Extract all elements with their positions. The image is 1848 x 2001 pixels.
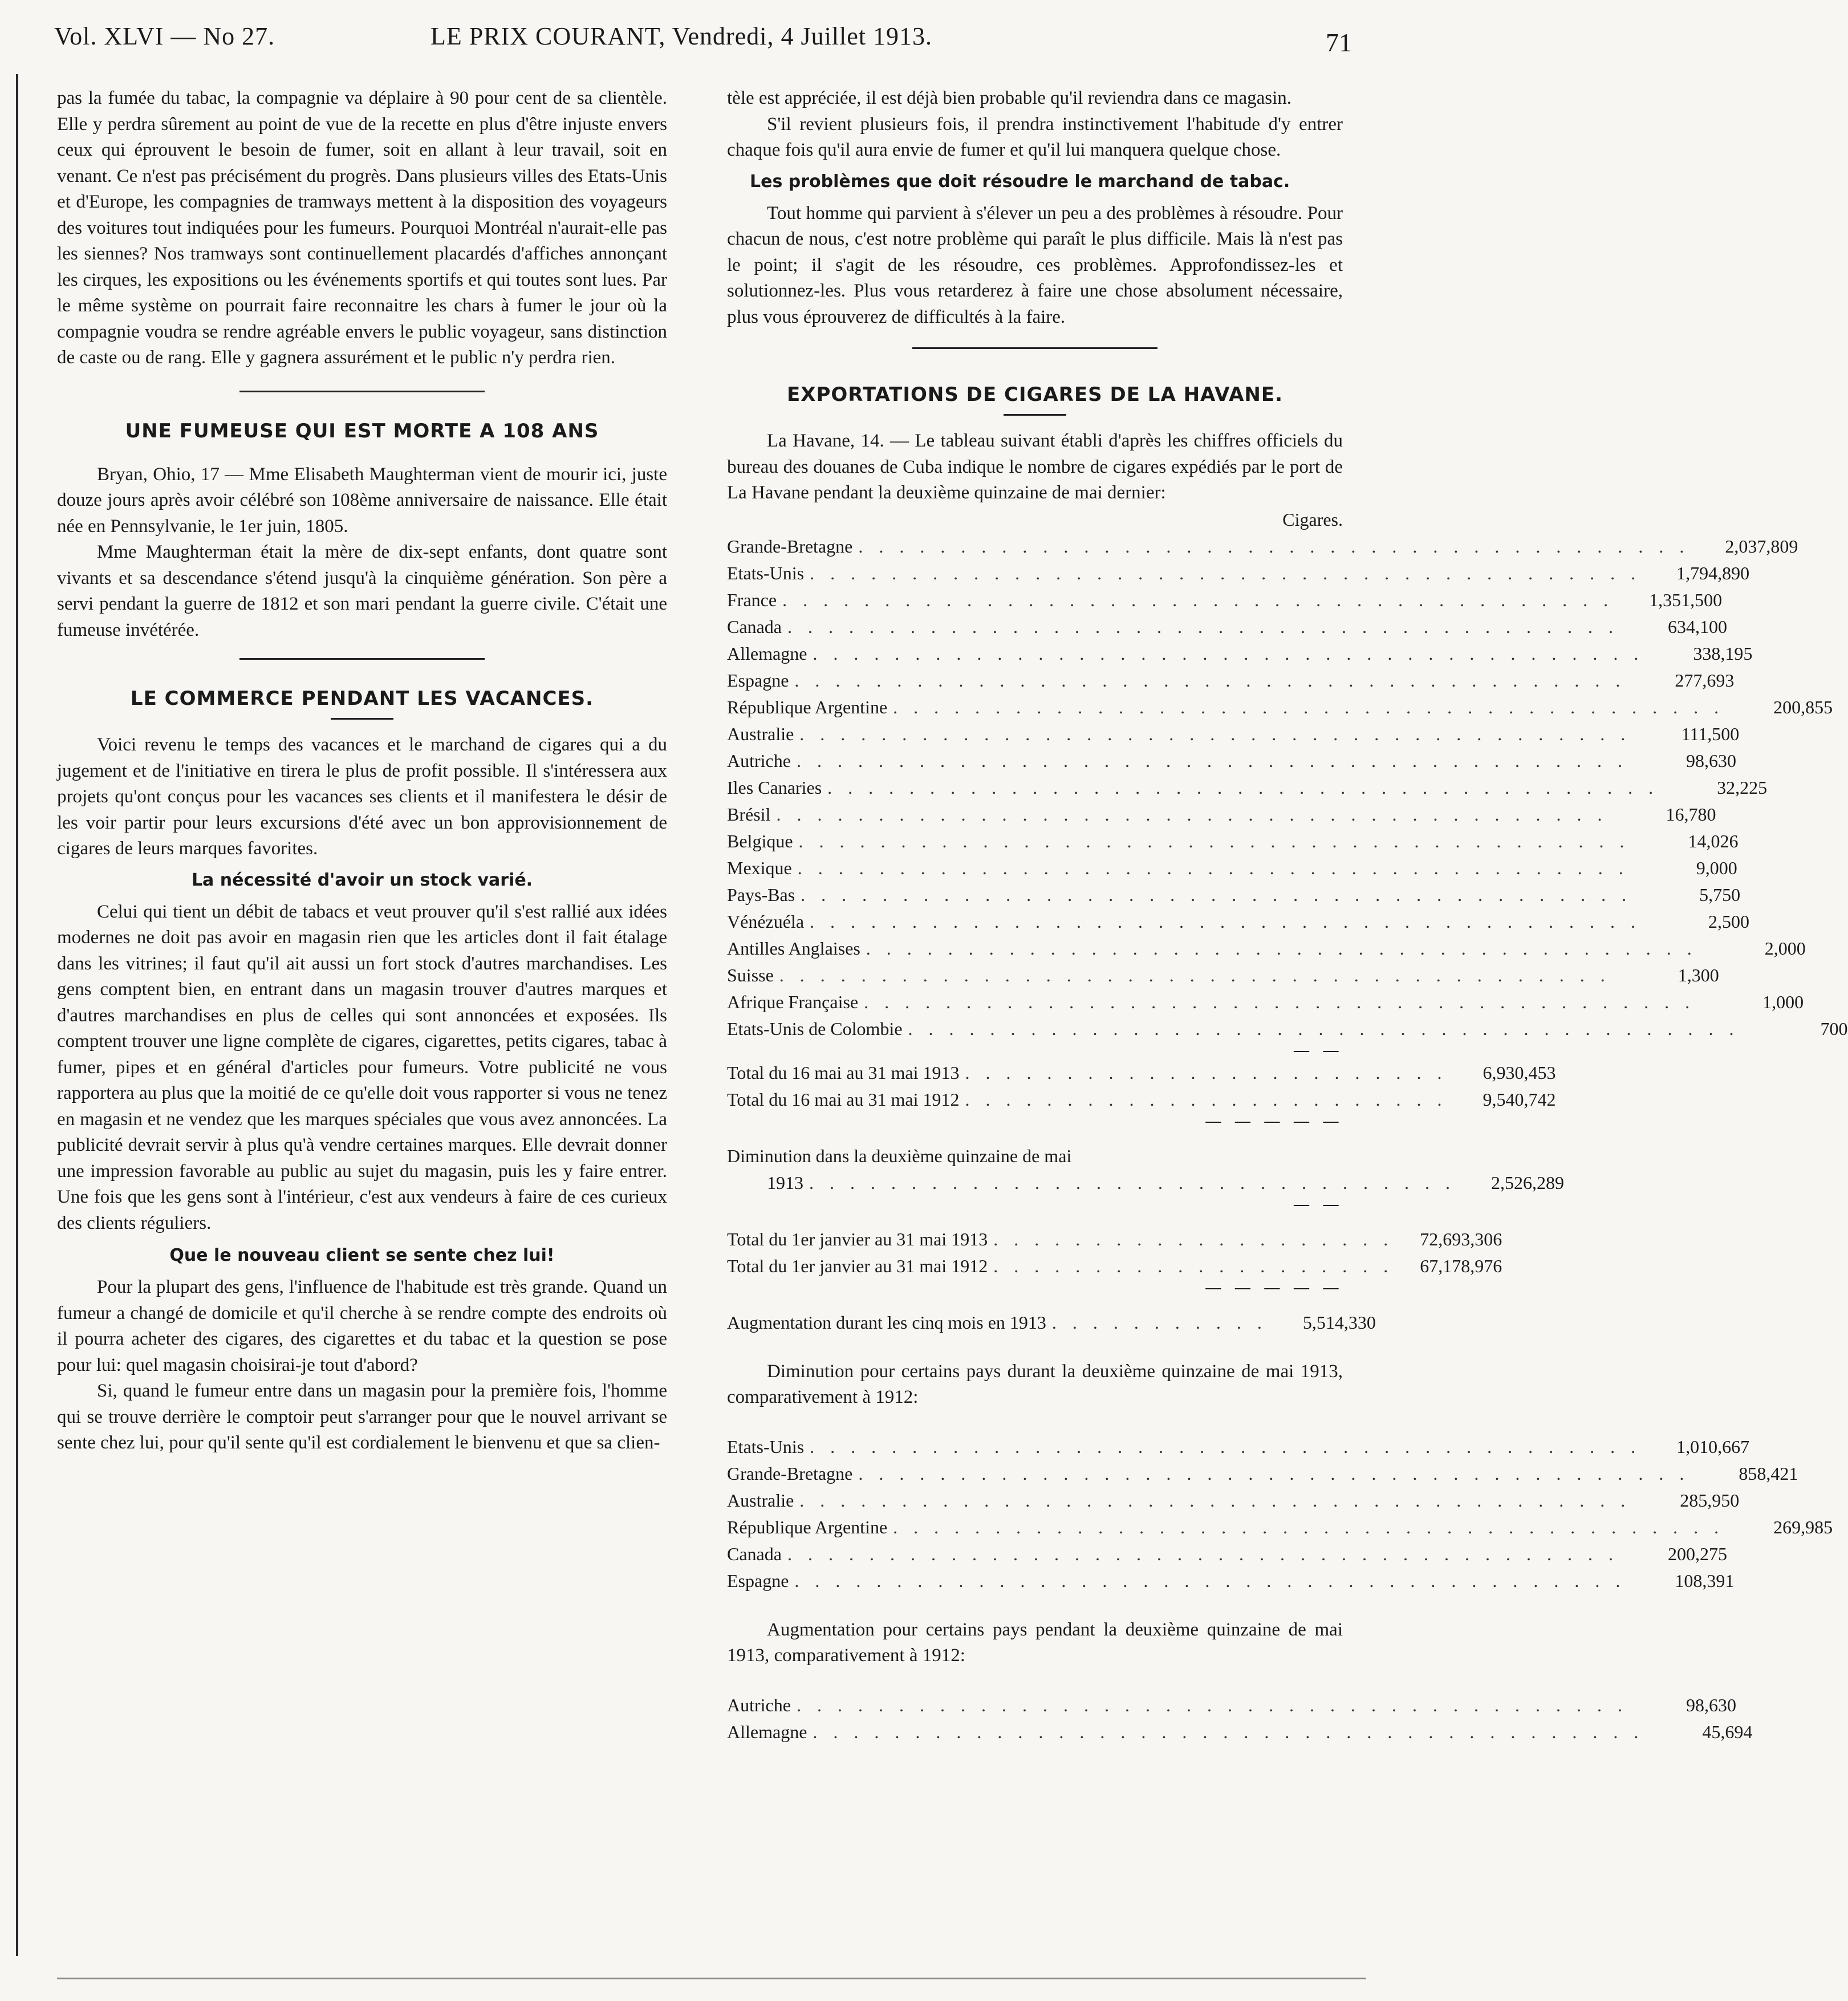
table-separator: — — — — —: [1204, 1277, 1343, 1298]
page-header: [54, 22, 1352, 62]
table-row: Vénézuéla . . . . . . . . . . . . . . . . . . . . . . . . . . . . . . . . . . . . . . . . . 2,500: [727, 908, 1343, 935]
augmentation-row: Augmentation durant les cinq mois en 1913 . . . . . . . . . . . 5,514,330: [727, 1309, 1343, 1336]
country-name: Autriche: [727, 1694, 791, 1715]
augmentation-intro: Augmentation pour certains pays pendant la deuxième quinzaine de mai 1913, comparativement à 1912:: [727, 1619, 1343, 1666]
country-name: Allemagne: [727, 1721, 807, 1742]
row-value: 67,178,976: [1420, 1255, 1502, 1276]
diminution-row: 1913 . . . . . . . . . . . . . . . . . . . . . . . . . . . . . . . . 2,526,289: [727, 1170, 1343, 1196]
country-name: Suisse: [727, 964, 774, 985]
fumeuse-paragraph-1: Bryan, Ohio, 17 — Mme Elisabeth Maughterman vient de mourir ici, juste douze jours après avoir célébré son 108ème anniversaire de naissance. Elle était née en Pennsylvanie, le 1er juin, 1805.: [57, 464, 667, 537]
page-number: 71: [1326, 28, 1352, 57]
country-value: 16,780: [1666, 803, 1716, 825]
total-jan-1913-row: Total du 1er janvier au 31 mai 1913 . . . . . . . . . . . . . . . . . . . . 72,693,306: [727, 1226, 1343, 1253]
right-column: [727, 86, 1848, 1746]
augmentation-by-country-table: [727, 1692, 1753, 1746]
problemes-paragraph: Tout homme qui parvient à s'élever un peu a des problèmes à résoudre. Pour chacun de nous, c'est notre problème qui paraît le plus difficile. Mais là n'est pas le point; il s'agit de les résoudre, ces problèmes. Approfondissez-les et solutionnez-les. Plus vous retarderez à faire une chose absolument nécessaire, plus vous éprouverez de difficultés à la faire.: [727, 202, 1343, 327]
bottom-rule: [57, 1978, 1366, 1979]
intro-paragraph: pas la fumée du tabac, la compagnie va déplaire à 90 pour cent de sa clientèle. Elle y perdra sûrement au point de vue de la recette en plus d'être injuste envers ceux qui éprouvent le besoin de fumer, soit en allant à leur travail, soit en venant. Ce n'est pas précisément du progrès. Dans plusieurs villes des Etats-Unis et d'Europe, les compagnies de tramways mettent à la disposition des voyageurs des voitures tout indiquées pour les fumeurs. Pourquoi Montréal n'aurait-elle pas les siennes? Nos tramways sont continuellement placardés d'affiches annonçant les cirques, les expositions ou les événements sportifs et qui toutes sont lues. Par le même système on pourrait faire reconnaitre les chars à fumer le jour où la compagnie voudra se rendre agréable envers le public voyageur, sans distinction de caste ou de rang. Elle y gagnera assurément et le public n'y perdra rien.: [57, 88, 667, 368]
country-name: France: [727, 589, 777, 610]
table-row: Iles Canaries . . . . . . . . . . . . . . . . . . . . . . . . . . . . . . . . . . . . . . . . . 32,225: [727, 774, 1343, 801]
row-value: 9,540,742: [1483, 1089, 1556, 1110]
country-name: Australie: [727, 723, 794, 744]
row-label: Total du 1er janvier au 31 mai 1912: [727, 1255, 988, 1276]
diminution-by-country-table: [727, 1434, 1833, 1594]
country-name: Canada: [727, 1543, 782, 1564]
country-value: 98,630: [1685, 750, 1736, 771]
country-value: 285,950: [1680, 1489, 1740, 1511]
country-value: 700: [1820, 1018, 1848, 1039]
table-row: Afrique Française . . . . . . . . . . . . . . . . . . . . . . . . . . . . . . . . . . . . . . . . . 1,000: [727, 989, 1343, 1016]
country-name: Allemagne: [727, 643, 807, 664]
left-margin-rule: [16, 74, 18, 1956]
country-value: 2,500: [1708, 911, 1750, 932]
row-value: 5,514,330: [1302, 1312, 1376, 1333]
table-row: Brésil . . . . . . . . . . . . . . . . . . . . . . . . . . . . . . . . . . . . . . . . . 16,780: [727, 801, 1343, 828]
country-value: 9,000: [1696, 857, 1737, 878]
row-label-year: 1913: [767, 1172, 803, 1193]
country-value: 111,500: [1681, 723, 1740, 744]
country-value: 98,630: [1685, 1694, 1736, 1715]
table-row: République Argentine . . . . . . . . . . . . . . . . . . . . . . . . . . . . . . . . . . . . . . . . . 200,855: [727, 694, 1343, 721]
country-name: Autriche: [727, 750, 791, 771]
country-name: Espagne: [727, 1570, 789, 1591]
row-value: 6,930,453: [1483, 1062, 1556, 1083]
country-name: Afrique Française: [727, 991, 859, 1012]
diminution-intro: Diminution pour certains pays durant la deuxième quinzaine de mai 1913, comparativement à 1912:: [727, 1361, 1343, 1407]
table-row: France . . . . . . . . . . . . . . . . . . . . . . . . . . . . . . . . . . . . . . . . . 1,351,500: [727, 587, 1343, 614]
country-value: 2,000: [1764, 937, 1806, 959]
diminution-row-label: [727, 1143, 1343, 1170]
country-name: Canada: [727, 616, 782, 637]
row-label: Diminution dans la deuxième quinzaine de mai: [727, 1145, 1072, 1166]
table-row: Etats-Unis de Colombie . . . . . . . . . . . . . . . . . . . . . . . . . . . . . . . . . . . . . . . . . 700: [727, 1016, 1343, 1042]
commerce-paragraph-1: Voici revenu le temps des vacances et le marchand de cigares qui a du jugement et de l'initiative en tirera le plus de profit possible. Il s'intéressera aux projets qu'ont conçus pour les vacances ses clients et il manifestera le désir de les voir partir pour leurs excursions d'été avec un bon approvisionnement de cigares de leurs marques favorites.: [57, 734, 667, 859]
row-label: Total du 16 mai au 31 mai 1913: [727, 1062, 960, 1083]
country-name: Grande-Bretagne: [727, 1463, 853, 1484]
row-label: Augmentation durant les cinq mois en 1913: [727, 1312, 1046, 1333]
table-separator: — —: [1293, 1040, 1343, 1061]
country-value: 45,694: [1702, 1721, 1753, 1742]
continued-paragraph-2: S'il revient plusieurs fois, il prendra instinctivement l'habitude d'y entrer chaque fois qu'il aura envie de fumer et qu'il lui manquera quelque chose.: [727, 113, 1343, 160]
country-name: Iles Canaries: [727, 777, 822, 798]
country-name: Brésil: [727, 803, 771, 825]
country-value: 269,985: [1773, 1516, 1833, 1537]
table-row: Suisse . . . . . . . . . . . . . . . . . . . . . . . . . . . . . . . . . . . . . . . . . 1,300: [727, 962, 1343, 989]
client-paragraph-2: Si, quand le fumeur entre dans un magasin pour la première fois, l'homme qui se trouve derrière le comptoir peut s'arranger pour que le nouvel arrivant se sente chez lui, pour qu'il sente qu'il est cordialement le bienvenu et que sa clien-: [57, 1381, 667, 1453]
country-value: 108,391: [1675, 1570, 1735, 1591]
table-row: Canada . . . . . . . . . . . . . . . . . . . . . . . . . . . . . . . . . . . . . . . . . 200,275: [727, 1541, 1343, 1568]
row-label: Total du 1er janvier au 31 mai 1913: [727, 1228, 988, 1249]
table-row: Autriche . . . . . . . . . . . . . . . . . . . . . . . . . . . . . . . . . . . . . . . . . 98,630: [727, 1692, 1343, 1719]
left-column: [57, 86, 667, 1456]
exports-by-country-table: [727, 533, 1848, 1042]
table-row: Autriche . . . . . . . . . . . . . . . . . . . . . . . . . . . . . . . . . . . . . . . . . 98,630: [727, 748, 1343, 774]
volume-number: Vol. XLVI — No 27.: [54, 22, 275, 50]
country-value: 1,010,667: [1676, 1436, 1750, 1457]
country-name: Grande-Bretagne: [727, 535, 853, 557]
country-name: Antilles Anglaises: [727, 937, 860, 959]
table-row: Etats-Unis . . . . . . . . . . . . . . . . . . . . . . . . . . . . . . . . . . . . . . . . . 1,794,890: [727, 560, 1343, 587]
table-row: Allemagne . . . . . . . . . . . . . . . . . . . . . . . . . . . . . . . . . . . . . . . . . 338,195: [727, 640, 1343, 667]
table-row: République Argentine . . . . . . . . . . . . . . . . . . . . . . . . . . . . . . . . . . . . . . . . . 269,985: [727, 1514, 1343, 1541]
country-value: 1,300: [1678, 964, 1719, 985]
country-value: 634,100: [1667, 616, 1727, 637]
client-paragraph-1: Pour la plupart des gens, l'influence de l'habitude est très grande. Quand un fumeur a changé de domicile et qu'il cherche à se rendre compte des endroits où il pourra acheter des cigares, des cigarettes et du tabac et la question se pose pour lui: quel magasin choisirai-je tout d'abord?: [57, 1277, 667, 1375]
table-row: Espagne . . . . . . . . . . . . . . . . . . . . . . . . . . . . . . . . . . . . . . . . . 108,391: [727, 1568, 1343, 1594]
table-row: Australie . . . . . . . . . . . . . . . . . . . . . . . . . . . . . . . . . . . . . . . . . 111,500: [727, 721, 1343, 748]
country-value: 14,026: [1688, 830, 1739, 851]
country-value: 200,275: [1667, 1543, 1727, 1564]
fumeuse-heading: UNE FUMEUSE QUI EST MORTE A 108 ANS: [125, 419, 599, 443]
client-subheading: Que le nouveau client se sente chez lui!: [169, 1245, 555, 1265]
country-value: 1,794,890: [1676, 562, 1750, 583]
country-value: 338,195: [1693, 643, 1753, 664]
commerce-heading: LE COMMERCE PENDANT LES VACANCES.: [130, 687, 594, 710]
problemes-subheading: Les problèmes que doit résoudre le marchand de tabac.: [750, 171, 1290, 192]
table-row: Canada . . . . . . . . . . . . . . . . . . . . . . . . . . . . . . . . . . . . . . . . . 634,100: [727, 614, 1343, 640]
country-name: Mexique: [727, 857, 792, 878]
table-row: Grande-Bretagne . . . . . . . . . . . . . . . . . . . . . . . . . . . . . . . . . . . . . . . . . 858,421: [727, 1460, 1343, 1487]
continued-paragraph-1: tèle est appréciée, il est déjà bien probable qu'il reviendra dans ce magasin.: [727, 88, 1292, 108]
country-name: Etats-Unis: [727, 562, 805, 583]
table-separator: — —: [1293, 1194, 1343, 1215]
row-value: 72,693,306: [1420, 1228, 1502, 1249]
unit-label: Cigares.: [1282, 509, 1343, 530]
country-value: 858,421: [1739, 1463, 1798, 1484]
country-value: 5,750: [1699, 884, 1741, 905]
table-row: Grande-Bretagne . . . . . . . . . . . . . . . . . . . . . . . . . . . . . . . . . . . . . . . . . 2,037,809: [727, 533, 1343, 560]
country-value: 1,000: [1762, 991, 1804, 1012]
row-label: Total du 16 mai au 31 mai 1912: [727, 1089, 960, 1110]
fumeuse-paragraph-2: Mme Maughterman était la mère de dix-sept enfants, dont quatre sont vivants et sa descendance s'étend jusqu'à la cinquième génération. Son père a servi pendant la guerre de 1812 et son mari pendant la guerre civile. C'était une fumeuse invétérée.: [57, 542, 667, 640]
table-row: Etats-Unis . . . . . . . . . . . . . . . . . . . . . . . . . . . . . . . . . . . . . . . . . 1,010,667: [727, 1434, 1343, 1460]
country-name: Vénézuéla: [727, 911, 805, 932]
stock-paragraph: Celui qui tient un débit de tabacs et veut prouver qu'il s'est rallié aux idées modernes ne doit pas avoir en magasin rien que les articles dont il fait étalage dans les vitrines; il faut qu'il ait aussi un fort stock d'autres marchandises. Les gens comptent bien, en entrant dans un magasin trouver d'autres marques et d'autres marchandises en plus de celles qui sont annoncées et exposées. Ils comptent trouver une ligne complète de cigares, cigarettes, petits cigares, tabac à fumer, pipes et en général d'articles pour fumeurs. Votre publicité ne vous rapportera au plus que la moitié de ce qu'elle doit vous rapporter si vous ne tenez en magasin et ne vendez que les marques spéciales que vous avez annoncées. La publicité devrait servir à plus qu'à vendre certaines marques. Elle devrait donner une impression favorable au public au sujet du magasin, puis les y faire entrer. Une fois que les gens sont à l'intérieur, c'est aux vendeurs à faire de ces curieux des clients réguliers.: [57, 901, 667, 1233]
country-name: République Argentine: [727, 696, 888, 717]
country-name: Pays-Bas: [727, 884, 795, 905]
publication-title: LE PRIX COURANT, Vendredi, 4 Juillet 1913.: [430, 22, 932, 50]
total-1913-row: Total du 16 mai au 31 mai 1913 . . . . . . . . . . . . . . . . . . . . . . . . 6,930,453: [727, 1060, 1343, 1086]
country-value: 1,351,500: [1649, 589, 1723, 610]
exportations-heading: EXPORTATIONS DE CIGARES DE LA HAVANE.: [787, 383, 1283, 406]
country-value: 277,693: [1675, 669, 1735, 691]
table-row: Mexique . . . . . . . . . . . . . . . . . . . . . . . . . . . . . . . . . . . . . . . . . 9,000: [727, 855, 1343, 882]
exportations-intro: La Havane, 14. — Le tableau suivant établi d'après les chiffres officiels du bureau des douanes de Cuba indique le nombre de cigares expédiés par le port de La Havane pendant la deuxième quinzaine de mai dernier:: [727, 431, 1343, 503]
table-separator: — — — — —: [1204, 1111, 1343, 1131]
country-name: République Argentine: [727, 1516, 888, 1537]
row-value: 2,526,289: [1491, 1172, 1564, 1193]
country-name: Australie: [727, 1489, 794, 1511]
table-row: Allemagne . . . . . . . . . . . . . . . . . . . . . . . . . . . . . . . . . . . . . . . . . 45,694: [727, 1719, 1343, 1746]
table-row: Belgique . . . . . . . . . . . . . . . . . . . . . . . . . . . . . . . . . . . . . . . . . 14,026: [727, 828, 1343, 855]
table-row: Espagne . . . . . . . . . . . . . . . . . . . . . . . . . . . . . . . . . . . . . . . . . 277,693: [727, 667, 1343, 694]
country-value: 32,225: [1717, 777, 1768, 798]
total-jan-1912-row: Total du 1er janvier au 31 mai 1912 . . . . . . . . . . . . . . . . . . . . 67,178,976: [727, 1253, 1343, 1280]
country-value: 200,855: [1773, 696, 1833, 717]
total-1912-row: Total du 16 mai au 31 mai 1912 . . . . . . . . . . . . . . . . . . . . . . . . 9,540,742: [727, 1086, 1343, 1113]
country-name: Etats-Unis: [727, 1436, 805, 1457]
table-row: Antilles Anglaises . . . . . . . . . . . . . . . . . . . . . . . . . . . . . . . . . . . . . . . . . 2,000: [727, 935, 1343, 962]
table-row: Pays-Bas . . . . . . . . . . . . . . . . . . . . . . . . . . . . . . . . . . . . . . . . . 5,750: [727, 882, 1343, 908]
country-name: Espagne: [727, 669, 789, 691]
country-name: Belgique: [727, 830, 793, 851]
table-row: Australie . . . . . . . . . . . . . . . . . . . . . . . . . . . . . . . . . . . . . . . . . 285,950: [727, 1487, 1343, 1514]
stock-subheading: La nécessité d'avoir un stock varié.: [191, 870, 533, 890]
country-name: Etats-Unis de Colombie: [727, 1018, 903, 1039]
country-value: 2,037,809: [1725, 535, 1798, 557]
